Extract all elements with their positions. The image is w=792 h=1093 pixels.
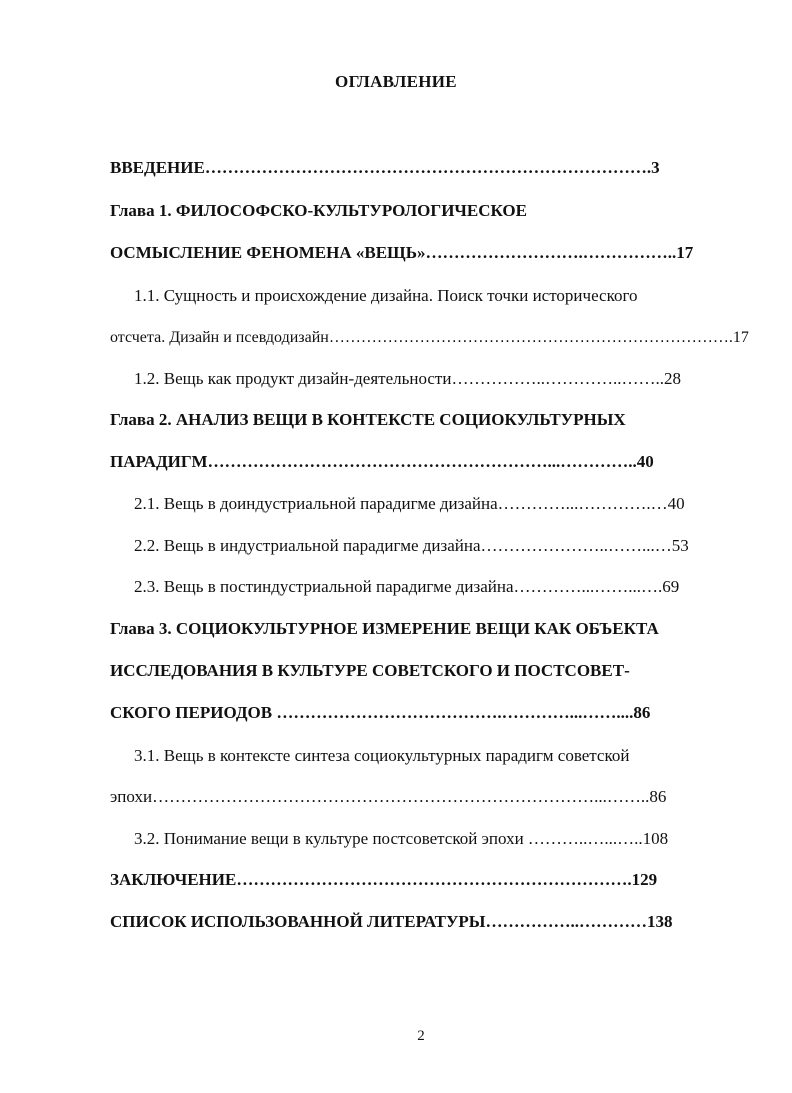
toc-entry-chapter-2-continued: ПАРАДИГМ……………………………………………………...…………..40: [110, 452, 654, 471]
toc-entry-section-1-1-continued: отсчета. Дизайн и псевдодизайн………………………………………………………………….17: [110, 329, 749, 346]
toc-entry-section-1-1: 1.1. Сущность и происхождение дизайна. Поиск точки исторического: [134, 286, 638, 305]
toc-entry-chapter-3-continued: ИССЛЕДОВАНИЯ В КУЛЬТУРЕ СОВЕТСКОГО И ПОСТСОВЕТ-: [110, 661, 630, 680]
toc-entry-section-3-1: 3.1. Вещь в контексте синтеза социокультурных парадигм советской: [134, 746, 630, 765]
toc-entry-section-2-2: 2.2. Вещь в индустриальной парадигме дизайна…………………..……...…53: [134, 536, 689, 555]
toc-entry-chapter-1-continued: ОСМЫСЛЕНИЕ ФЕНОМЕНА «ВЕЩЬ»……………………….……………..17: [110, 243, 694, 262]
page-number: 2: [417, 1028, 425, 1044]
toc-entry-chapter-2: Глава 2. АНАЛИЗ ВЕЩИ В КОНТЕКСТЕ СОЦИОКУЛЬТУРНЫХ: [110, 410, 626, 429]
toc-entry-references: СПИСОК ИСПОЛЬЗОВАННОЙ ЛИТЕРАТУРЫ……………..…………138: [110, 912, 673, 931]
toc-entry-section-2-3: 2.3. Вещь в постиндустриальной парадигме дизайна…………...……...….69: [134, 577, 680, 596]
toc-entry-chapter-3-end: СКОГО ПЕРИОДОВ ………………………………….…………...……....86: [110, 703, 651, 722]
toc-entry-chapter-3: Глава 3. СОЦИОКУЛЬТУРНОЕ ИЗМЕРЕНИЕ ВЕЩИ КАК ОБЪЕКТА: [110, 619, 659, 638]
toc-entry-section-3-2: 3.2. Понимание вещи в культуре постсоветской эпохи ………..…...…..108: [134, 829, 669, 848]
toc-entry-conclusion: ЗАКЛЮЧЕНИЕ…………………………………………………………….129: [110, 870, 658, 889]
toc-entry-introduction: ВВЕДЕНИЕ…………………………………………………………………….3: [110, 158, 660, 177]
page-title: ОГЛАВЛЕНИЕ: [335, 72, 457, 91]
toc-entry-chapter-1: Глава 1. ФИЛОСОФСКО-КУЛЬТУРОЛОГИЧЕСКОЕ: [110, 201, 527, 220]
toc-entry-section-3-1-continued: эпохи……………………………………………………………………...……..86: [110, 787, 667, 806]
toc-entry-section-1-2: 1.2. Вещь как продукт дизайн-деятельности……………..…………..……..28: [134, 369, 681, 388]
toc-entry-section-2-1: 2.1. Вещь в доиндустриальной парадигме дизайна…………...………….…40: [134, 494, 685, 513]
